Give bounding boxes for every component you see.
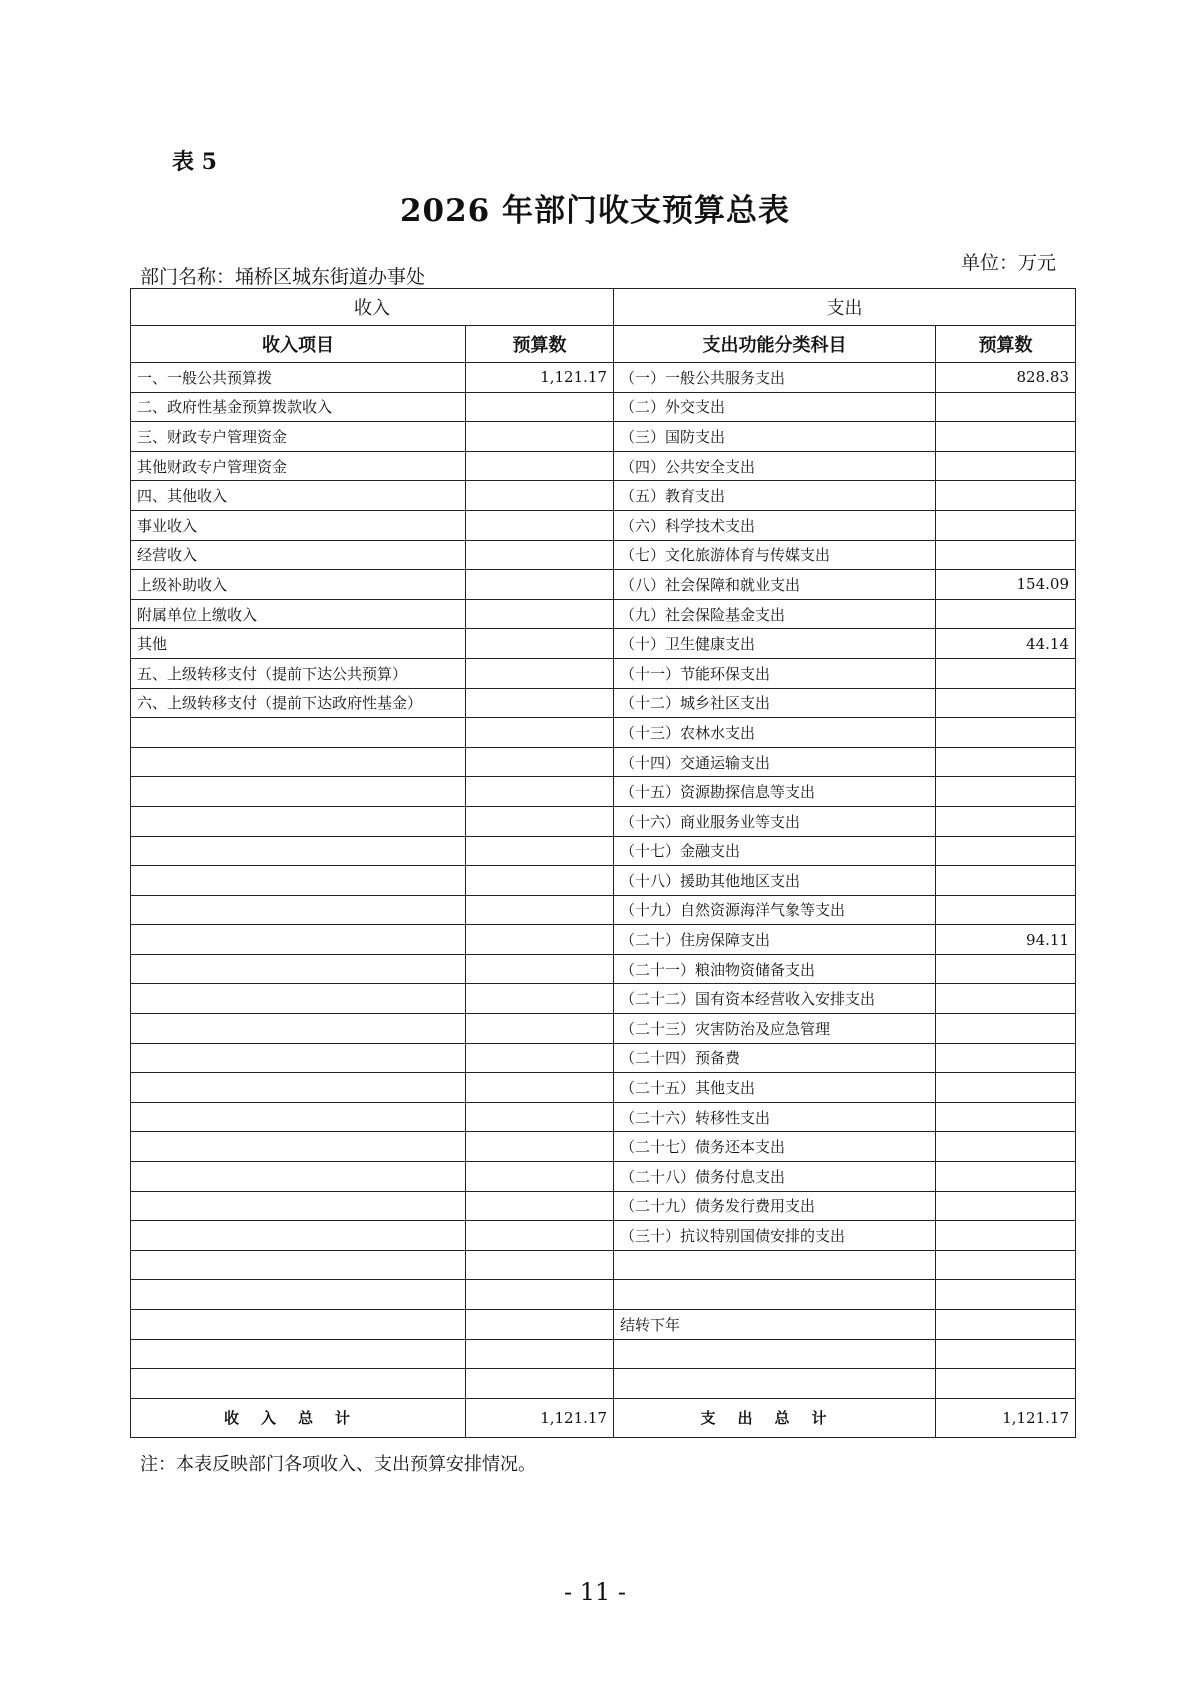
page-title: 2026 年部门收支预算总表 [399, 193, 791, 229]
income-amount-cell [466, 1310, 614, 1340]
income-item-cell [131, 895, 466, 925]
expense-item-cell: （十八）援助其他地区支出 [614, 866, 936, 896]
expense-item-cell: （二十）住房保障支出 [614, 925, 936, 955]
expense-amount-cell [936, 658, 1076, 688]
income-amount-cell [466, 806, 614, 836]
table-row [131, 866, 1076, 896]
income-item-cell [131, 1043, 466, 1073]
table-row [131, 1102, 1076, 1132]
expense-item-cell: （十七）金融支出 [614, 836, 936, 866]
expense-amount-cell [936, 718, 1076, 748]
expense-item-cell: （十六）商业服务业等支出 [614, 806, 936, 836]
expense-amount-cell [936, 836, 1076, 866]
income-item-cell: 三、财政专户管理资金 [131, 422, 466, 452]
table-row [131, 1250, 1076, 1280]
income-amount-cell [466, 451, 614, 481]
income-amount-cell [466, 1073, 614, 1103]
expense-amount-cell: 154.09 [936, 570, 1076, 600]
income-amount-cell [466, 1369, 614, 1399]
table-row [131, 777, 1076, 807]
expense-item-cell: （十九）自然资源海洋气象等支出 [614, 895, 936, 925]
table-row [131, 422, 1076, 452]
department-name: 部门名称：埇桥区城东街道办事处 [140, 266, 426, 288]
income-amount-cell: 1,121.17 [466, 363, 614, 393]
expense-amount-cell [936, 866, 1076, 896]
expense-amount-cell [936, 1310, 1076, 1340]
income-item-cell: 其他 [131, 629, 466, 659]
expense-item-cell: （二十一）粮油物资储备支出 [614, 954, 936, 984]
expense-item-cell: （二十五）其他支出 [614, 1073, 936, 1103]
expense-item-cell: （三十）抗议特别国债安排的支出 [614, 1221, 936, 1251]
income-amount-cell [466, 688, 614, 718]
unit-label: 单位：万元 [960, 252, 1056, 274]
expense-amount-cell [936, 1073, 1076, 1103]
income-amount-cell [466, 481, 614, 511]
income-amount-cell [466, 1250, 614, 1280]
table-row [131, 510, 1076, 540]
expense-item-cell: （五）教育支出 [614, 481, 936, 511]
income-item-cell: 二、政府性基金预算拨款收入 [131, 392, 466, 422]
expense-amount-cell [936, 1339, 1076, 1369]
table-row [131, 1339, 1076, 1369]
income-band-header: 收入 [131, 289, 614, 326]
expense-amount-cell [936, 806, 1076, 836]
table-row [131, 1191, 1076, 1221]
income-item-cell: 四、其他收入 [131, 481, 466, 511]
expense-amount-cell [936, 1369, 1076, 1399]
table-row [131, 599, 1076, 629]
income-item-cell: 事业收入 [131, 510, 466, 540]
table-row [131, 481, 1076, 511]
income-amount-cell [466, 540, 614, 570]
income-item-cell [131, 1280, 466, 1310]
expense-amount-header: 预算数 [936, 326, 1076, 363]
expense-item-cell: （二十八）债务付息支出 [614, 1162, 936, 1192]
income-item-cell: 附属单位上缴收入 [131, 599, 466, 629]
expense-item-cell: （十五）资源勘探信息等支出 [614, 777, 936, 807]
table-row [131, 1280, 1076, 1310]
income-item-cell [131, 1221, 466, 1251]
table-row [131, 1014, 1076, 1044]
expense-item-cell [614, 1339, 936, 1369]
table-row [131, 1310, 1076, 1340]
income-amount-cell [466, 925, 614, 955]
expense-item-cell: 结转下年 [614, 1310, 936, 1340]
expense-amount-cell: 44.14 [936, 629, 1076, 659]
expense-amount-cell [936, 954, 1076, 984]
income-amount-cell [466, 718, 614, 748]
income-amount-cell [466, 1132, 614, 1162]
expense-item-cell: （一）一般公共服务支出 [614, 363, 936, 393]
income-amount-cell [466, 836, 614, 866]
table-row [131, 1073, 1076, 1103]
expense-item-cell: （二十六）转移性支出 [614, 1102, 936, 1132]
expense-amount-cell [936, 1221, 1076, 1251]
income-amount-cell [466, 1162, 614, 1192]
income-amount-cell [466, 1191, 614, 1221]
expense-item-cell: （十一）节能环保支出 [614, 658, 936, 688]
expense-amount-cell [936, 1132, 1076, 1162]
income-amount-cell [466, 1043, 614, 1073]
income-amount-cell [466, 954, 614, 984]
expense-item-cell: （二十二）国有资本经营收入安排支出 [614, 984, 936, 1014]
income-total-amount: 1,121.17 [466, 1398, 614, 1437]
income-item-cell [131, 866, 466, 896]
income-item-cell [131, 747, 466, 777]
expense-amount-cell [936, 451, 1076, 481]
expense-total-label: 支出总计 [614, 1398, 936, 1437]
expense-item-cell: （二十七）债务还本支出 [614, 1132, 936, 1162]
expense-amount-cell [936, 1102, 1076, 1132]
table-row [131, 895, 1076, 925]
expense-amount-cell [936, 510, 1076, 540]
expense-item-cell: （三）国防支出 [614, 422, 936, 452]
expense-amount-cell [936, 1280, 1076, 1310]
income-item-header: 收入项目 [131, 326, 466, 363]
income-amount-cell [466, 599, 614, 629]
expense-total-amount: 1,121.17 [936, 1398, 1076, 1437]
expense-amount-cell [936, 599, 1076, 629]
table-row [131, 925, 1076, 955]
income-item-cell [131, 1310, 466, 1340]
expense-item-cell: （四）公共安全支出 [614, 451, 936, 481]
table-row [131, 1162, 1076, 1192]
income-item-cell: 五、上级转移支付（提前下达公共预算） [131, 658, 466, 688]
income-item-cell [131, 1162, 466, 1192]
income-amount-cell [466, 866, 614, 896]
footnote: 注：本表反映部门各项收入、支出预算安排情况。 [140, 1454, 536, 1475]
income-amount-cell [466, 747, 614, 777]
income-item-cell [131, 1369, 466, 1399]
expense-item-cell: （六）科学技术支出 [614, 510, 936, 540]
income-amount-cell [466, 777, 614, 807]
table-row [131, 836, 1076, 866]
income-amount-cell [466, 984, 614, 1014]
income-item-cell [131, 777, 466, 807]
expense-item-cell [614, 1369, 936, 1399]
expense-amount-cell [936, 777, 1076, 807]
expense-item-cell: （十二）城乡社区支出 [614, 688, 936, 718]
table-row [131, 806, 1076, 836]
income-item-cell [131, 1250, 466, 1280]
expense-amount-cell [936, 984, 1076, 1014]
income-item-cell [131, 954, 466, 984]
income-amount-cell [466, 658, 614, 688]
income-item-cell [131, 925, 466, 955]
expense-item-cell [614, 1250, 936, 1280]
table-row [131, 1043, 1076, 1073]
income-item-cell [131, 1102, 466, 1132]
expense-amount-cell [936, 422, 1076, 452]
income-amount-cell [466, 392, 614, 422]
expense-amount-cell [936, 540, 1076, 570]
expense-item-cell: （二）外交支出 [614, 392, 936, 422]
income-amount-cell [466, 1339, 614, 1369]
income-item-cell [131, 718, 466, 748]
table-row [131, 392, 1076, 422]
expense-item-cell: （二十四）预备费 [614, 1043, 936, 1073]
expense-item-cell: （十四）交通运输支出 [614, 747, 936, 777]
expense-amount-cell [936, 392, 1076, 422]
budget-table-body [131, 363, 1076, 1399]
expense-item-cell: （二十九）债务发行费用支出 [614, 1191, 936, 1221]
expense-item-cell: （十三）农林水支出 [614, 718, 936, 748]
table-row [131, 451, 1076, 481]
income-item-cell: 其他财政专户管理资金 [131, 451, 466, 481]
income-item-cell [131, 984, 466, 1014]
expense-amount-cell: 94.11 [936, 925, 1076, 955]
income-item-cell [131, 1191, 466, 1221]
income-amount-cell [466, 1280, 614, 1310]
income-item-cell: 上级补助收入 [131, 570, 466, 600]
table-row [131, 658, 1076, 688]
table-row [131, 1132, 1076, 1162]
expense-item-cell: （八）社会保障和就业支出 [614, 570, 936, 600]
table-row [131, 363, 1076, 393]
table-row [131, 1221, 1076, 1251]
total-row [131, 1398, 1076, 1437]
income-item-cell: 一、一般公共预算拨 [131, 363, 466, 393]
budget-table [130, 288, 1076, 1438]
expense-amount-cell [936, 1162, 1076, 1192]
expense-amount-cell [936, 481, 1076, 511]
table-row [131, 540, 1076, 570]
expense-item-cell: （二十三）灾害防治及应急管理 [614, 1014, 936, 1044]
income-amount-cell [466, 1221, 614, 1251]
table-row [131, 954, 1076, 984]
income-item-cell [131, 1339, 466, 1369]
expense-amount-cell [936, 747, 1076, 777]
table-row [131, 747, 1076, 777]
income-amount-header: 预算数 [466, 326, 614, 363]
table-row [131, 984, 1076, 1014]
table-label: 表 5 [172, 149, 217, 175]
income-amount-cell [466, 629, 614, 659]
expense-band-header: 支出 [614, 289, 1076, 326]
expense-amount-cell [936, 1043, 1076, 1073]
expense-item-cell: （七）文化旅游体育与传媒支出 [614, 540, 936, 570]
expense-item-cell: （九）社会保险基金支出 [614, 599, 936, 629]
income-item-cell [131, 1073, 466, 1103]
page-number: - 11 - [563, 1578, 626, 1606]
expense-item-header: 支出功能分类科目 [614, 326, 936, 363]
income-amount-cell [466, 1014, 614, 1044]
table-row [131, 629, 1076, 659]
table-row [131, 688, 1076, 718]
expense-item-cell [614, 1280, 936, 1310]
expense-amount-cell [936, 1250, 1076, 1280]
income-item-cell: 六、上级转移支付（提前下达政府性基金） [131, 688, 466, 718]
table-row [131, 570, 1076, 600]
income-total-label: 收入总计 [131, 1398, 466, 1437]
expense-amount-cell [936, 895, 1076, 925]
income-item-cell [131, 1132, 466, 1162]
expense-amount-cell [936, 688, 1076, 718]
income-amount-cell [466, 1102, 614, 1132]
income-amount-cell [466, 895, 614, 925]
income-amount-cell [466, 510, 614, 540]
table-row [131, 718, 1076, 748]
expense-amount-cell: 828.83 [936, 363, 1076, 393]
table-row [131, 1369, 1076, 1399]
expense-amount-cell [936, 1191, 1076, 1221]
income-item-cell [131, 1014, 466, 1044]
income-item-cell [131, 806, 466, 836]
income-item-cell [131, 836, 466, 866]
income-amount-cell [466, 422, 614, 452]
expense-item-cell: （十）卫生健康支出 [614, 629, 936, 659]
expense-amount-cell [936, 1014, 1076, 1044]
income-amount-cell [466, 570, 614, 600]
income-item-cell: 经营收入 [131, 540, 466, 570]
